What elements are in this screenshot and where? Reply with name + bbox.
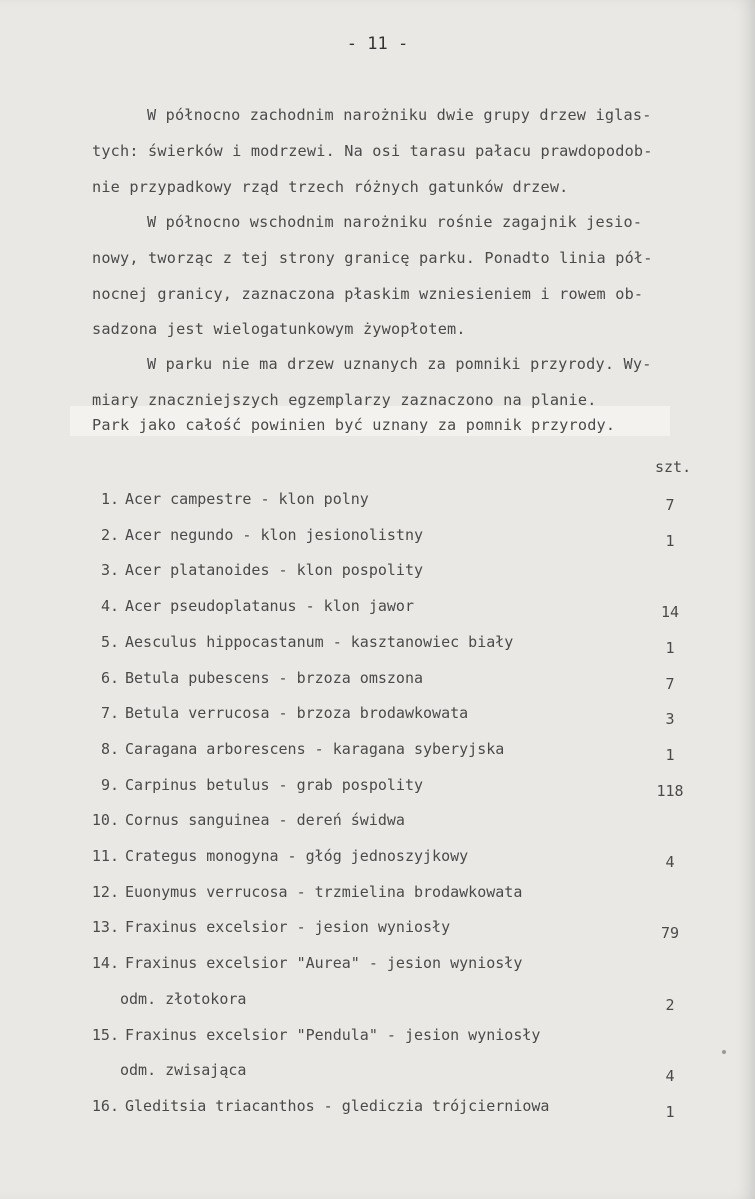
row-number: 10. [91, 811, 119, 829]
species-name: Caragana arborescens - karagana syberyjska [125, 740, 505, 758]
table-row [0, 1097, 755, 1121]
table-row [0, 561, 755, 585]
quantity: 79 [660, 924, 680, 942]
paragraph-2-line-4: sadzona jest wielogatunkowym żywopłotem. [92, 320, 466, 338]
table-row [0, 918, 755, 942]
paragraph-2-line-2: nowy, tworząc z tej strony granicę parku. Ponadto linia pół- [92, 249, 653, 267]
species-name: odm. złotokora [120, 990, 247, 1008]
row-number: 8. [100, 740, 119, 758]
table-row [0, 990, 755, 1014]
quantity: 14 [660, 603, 680, 621]
species-name: Cornus sanguinea - dereń świdwa [125, 811, 405, 829]
species-name: Betula pubescens - brzoza omszona [125, 669, 424, 687]
row-number: 7. [100, 704, 119, 722]
quantity: 4 [665, 1067, 675, 1085]
paragraph-3-line-3: Park jako całość powinien być uznany za pomnik przyrody. [92, 416, 616, 434]
row-number: 14. [91, 954, 119, 972]
species-name: Acer platanoides - klon pospolity [125, 561, 424, 579]
row-number: 4. [100, 597, 119, 615]
quantity: 4 [665, 853, 675, 871]
table-row [0, 704, 755, 728]
quantity: 7 [665, 496, 675, 514]
row-number: 13. [91, 918, 119, 936]
row-number: 12. [91, 883, 119, 901]
species-name: odm. zwisająca [120, 1061, 247, 1079]
species-name: Crategus monogyna - głóg jednoszyjkowy [125, 847, 469, 865]
quantity: 118 [656, 782, 684, 800]
table-row [0, 776, 755, 800]
quantity: 2 [665, 996, 675, 1014]
row-number: 9. [100, 776, 119, 794]
species-name: Acer campestre - klon polny [125, 490, 369, 508]
paragraph-2-line-3: nocnej granicy, zaznaczona płaskim wzniesieniem i rowem ob- [92, 285, 644, 303]
species-name: Acer pseudoplatanus - klon jawor [125, 597, 414, 615]
table-row [0, 1061, 755, 1085]
species-name: Fraxinus excelsior "Pendula" - jesion wyniosły [125, 1026, 541, 1044]
table-row [0, 954, 755, 978]
table-row [0, 490, 755, 514]
paragraph-2-line-1: W północno wschodnim narożniku rośnie zagajnik jesio- [147, 213, 643, 231]
paragraph-3-line-2: miary znaczniejszych egzemplarzy zaznaczono na planie. [92, 391, 597, 409]
table-row [0, 633, 755, 657]
table-row [0, 847, 755, 871]
quantity: 1 [665, 532, 675, 550]
paragraph-1-line-2: tych: świerków i modrzewi. Na osi tarasu pałacu prawdopodob- [92, 142, 653, 160]
table-row [0, 740, 755, 764]
paper-speck [722, 1050, 726, 1054]
paragraph-3-line-1: W parku nie ma drzew uznanych za pomniki przyrody. Wy- [147, 355, 652, 373]
table-row [0, 597, 755, 621]
table-row [0, 883, 755, 907]
row-number: 16. [91, 1097, 119, 1115]
species-name: Carpinus betulus - grab pospolity [125, 776, 424, 794]
quantity: 1 [665, 639, 675, 657]
row-number: 1. [100, 490, 119, 508]
table-row [0, 811, 755, 835]
quantity: 1 [665, 1103, 675, 1121]
row-number: 15. [91, 1026, 119, 1044]
row-number: 2. [100, 526, 119, 544]
table-row [0, 1026, 755, 1050]
page-number: - 11 - [346, 34, 409, 54]
row-number: 3. [100, 561, 119, 579]
species-name: Fraxinus excelsior - jesion wyniosły [125, 918, 451, 936]
species-name: Aesculus hippocastanum - kasztanowiec biały [125, 633, 514, 651]
paragraph-1-line-3: nie przypadkowy rząd trzech różnych gatunków drzew. [92, 178, 569, 196]
species-name: Acer negundo - klon jesionolistny [125, 526, 424, 544]
species-name: Fraxinus excelsior "Aurea" - jesion wyniosły [125, 954, 523, 972]
table-row [0, 669, 755, 693]
species-name: Betula verrucosa - brzoza brodawkowata [125, 704, 469, 722]
row-number: 5. [100, 633, 119, 651]
row-number: 11. [91, 847, 119, 865]
quantity: 1 [665, 746, 675, 764]
species-name: Euonymus verrucosa - trzmielina brodawkowata [125, 883, 523, 901]
quantity: 7 [665, 675, 675, 693]
table-row [0, 526, 755, 550]
row-number: 6. [100, 669, 119, 687]
species-name: Gleditsia triacanthos - glediczia trójcierniowa [125, 1097, 550, 1115]
quantity: 3 [665, 710, 675, 728]
quantity-column-header: szt. [655, 458, 692, 476]
paragraph-1-line-1: W północno zachodnim narożniku dwie grupy drzew iglas- [147, 106, 652, 124]
